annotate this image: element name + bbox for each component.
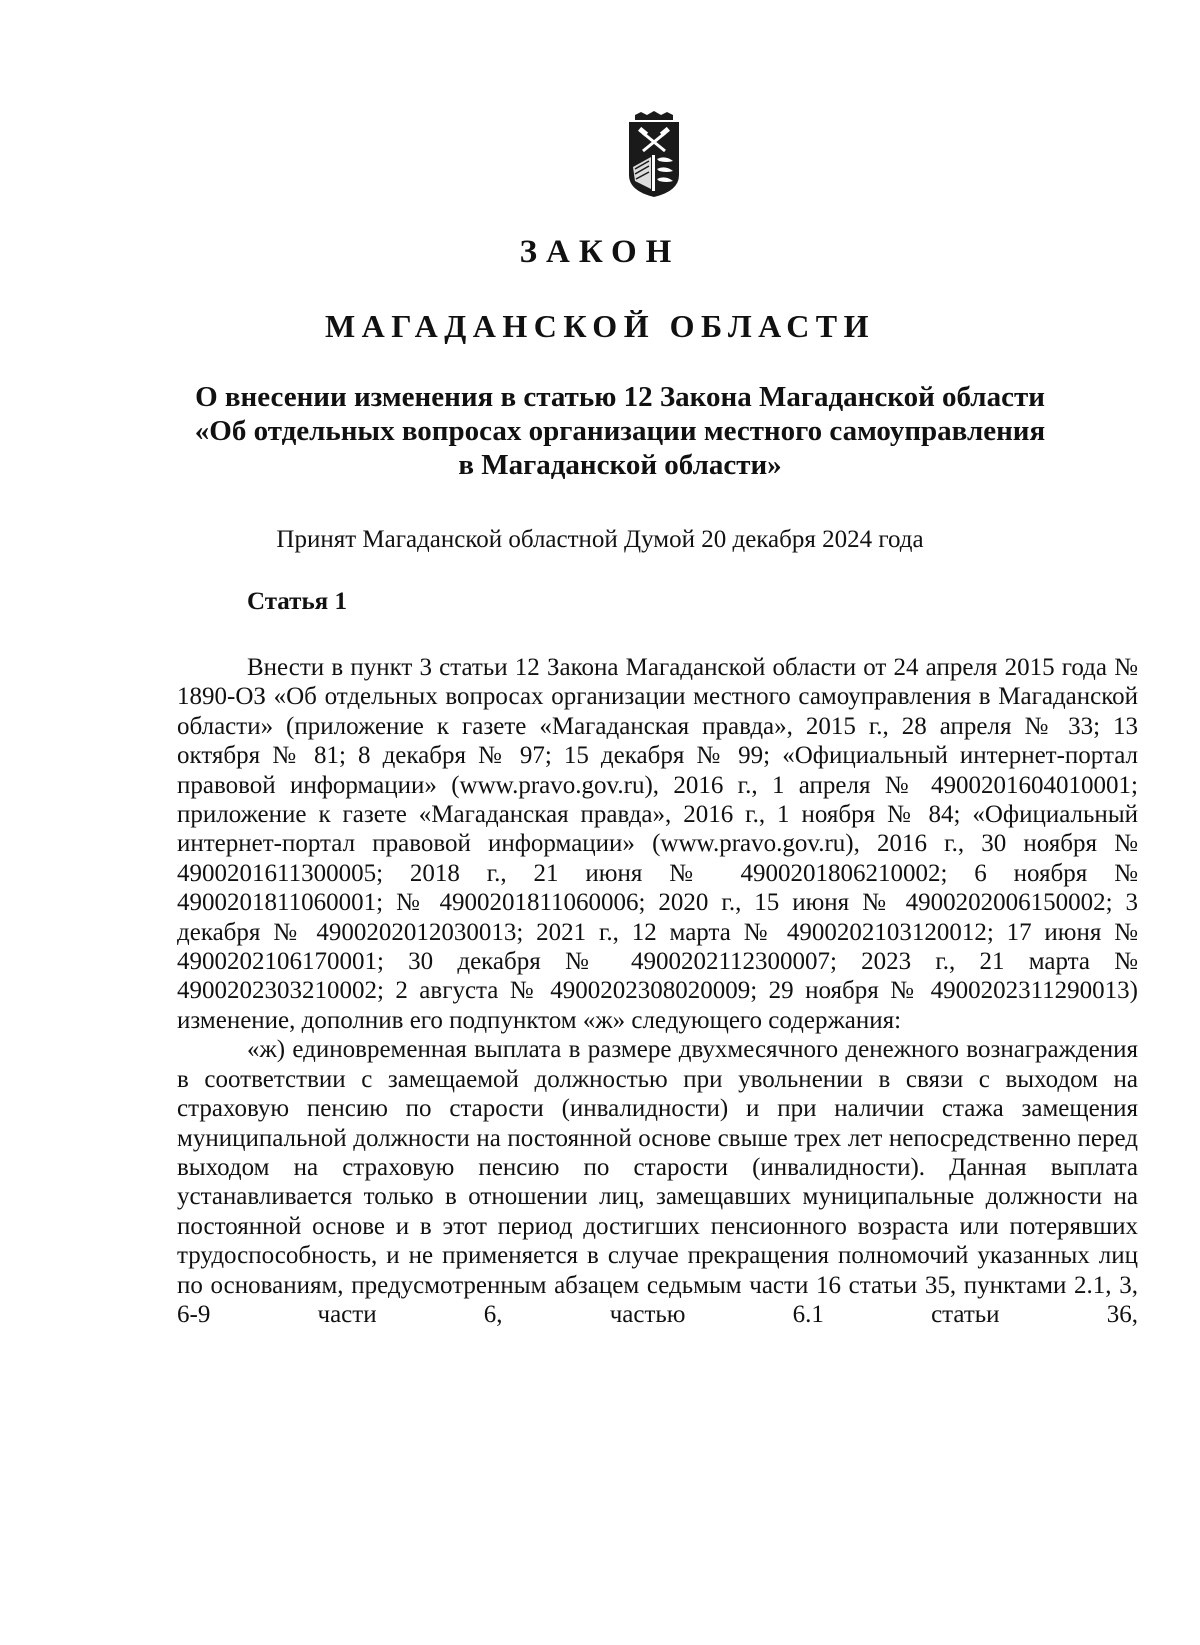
article-paragraph: «ж) единовременная выплата в размере двухмесячного денежного вознаграждения в соответствии с замещаемой должностью при увольнении в связи с выходом на страховую пенсию по старости (инвалидности) и при наличии стажа замещения муниципальной должности на постоянной основе свыше трех лет непосредственно перед выходом на страховую пенсию по старости (инвалидности). Данная выплата устанавливается только в отношении лиц, замещавших муниципальные должности на постоянной основе и в этот период достигших пенсионного возраста или потерявших трудоспособность, и не применяется в случае прекращения полномочий указанных лиц по основаниям, предусмотренным абзацем седьмым части 16 статьи 35, пунктами 2.1, 3, 6-9 части 6, частью 6.1 статьи 36, xyxy=(177,1036,1138,1328)
subtitle-line: в Магаданской области» xyxy=(458,449,782,481)
article-body xyxy=(177,653,1138,1329)
law-region: МАГАДАНСКОЙ ОБЛАСТИ xyxy=(324,308,876,344)
law-subtitle xyxy=(120,380,1120,482)
magadan-coat-of-arms-icon xyxy=(625,111,683,197)
subtitle-line: О внесении изменения в статью 12 Закона Магаданской области xyxy=(195,381,1045,413)
article-heading: Статья 1 xyxy=(247,588,347,615)
adoption-line: Принят Магаданской областной Думой 20 декабря 2024 года xyxy=(276,526,924,553)
law-title: ЗАКОН xyxy=(519,234,681,270)
article-paragraph: Внести в пункт 3 статьи 12 Закона Магаданской области от 24 апреля 2015 года № 1890-ОЗ «Об отдельных вопросах организации местного самоуправления в Магаданской области» (приложение к газете «Магаданская правда», 2015 г., 28 апреля № 33; 13 октября № 81; 8 декабря № 97; 15 декабря № 99; «Официальный интернет-портал правовой информации» (www.pravo.gov.ru), 2016 г., 1 апреля № 4900201604010001; приложение к газете «Магаданская правда», 2016 г., 1 ноября № 84; «Официальный интернет-портал правовой информации» (www.pravo.gov.ru), 2016 г., 30 ноября № 4900201611300005; 2018 г., 21 июня № 4900201806210002; 6 ноября № 4900201811060001; № 4900201811060006; 2020 г., 15 июня № 4900202006150002; 3 декабря № 4900202012030013; 2021 г., 12 марта № 4900202103120012; 17 июня № 4900202106170001; 30 декабря № 4900202112300007; 2023 г., 21 марта № 4900202303210002; 2 августа № 4900202308020009; 29 ноября № 4900202311290013) изменение, дополнив его подпунктом «ж» следующего содержания: xyxy=(177,654,1138,1034)
subtitle-line: «Об отдельных вопросах организации местного самоуправления xyxy=(194,415,1046,447)
